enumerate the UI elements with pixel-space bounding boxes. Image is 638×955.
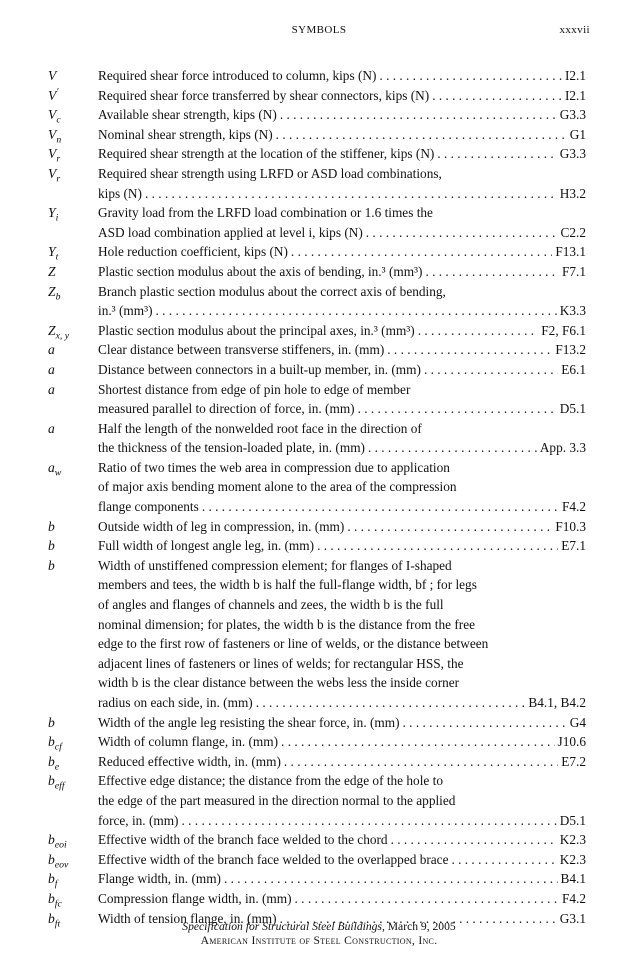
symbol-definition <box>98 419 586 458</box>
symbol-base: a <box>48 420 55 436</box>
definition-line <box>98 811 586 831</box>
definition-text: in.³ (mm³) <box>98 303 153 319</box>
section-reference: F13.2 <box>555 342 586 358</box>
dot-leader <box>347 517 552 537</box>
section-reference: F4.2 <box>561 499 586 515</box>
symbol-entry <box>48 86 586 106</box>
definition-line <box>98 771 586 791</box>
definition-line <box>98 66 586 86</box>
section-reference: G3.3 <box>559 146 586 162</box>
symbol-base: Z <box>48 263 56 279</box>
section-reference: B4.1, B4.2 <box>528 695 586 710</box>
symbol <box>48 242 98 262</box>
dot-leader <box>425 262 559 282</box>
definition-text: Required shear force introduced to column, kips (N) <box>98 68 377 83</box>
symbol-subscript: b <box>55 291 61 303</box>
symbol-entry <box>48 321 586 341</box>
symbol-entry <box>48 869 586 889</box>
dot-leader <box>366 223 558 243</box>
symbol <box>48 771 98 830</box>
dot-leader <box>358 399 557 419</box>
symbol-entry <box>48 340 586 360</box>
symbol <box>48 144 98 164</box>
section-reference: F13.1 <box>555 244 586 260</box>
symbol-subscript: eoi <box>54 839 67 851</box>
definition-text: Shortest distance from edge of pin hole to edge of member <box>98 381 411 397</box>
definition-text: adjacent lines of fasteners or lines of welds; for rectangular HSS, the <box>98 655 464 671</box>
symbol-base: b <box>48 890 55 906</box>
definition-line <box>98 477 586 497</box>
symbol-subscript: fc <box>54 898 62 910</box>
symbol-definition <box>98 713 586 733</box>
symbol-base: Y <box>48 205 56 221</box>
section-reference: F4.2 <box>561 890 586 906</box>
definition-text: of major axis bending moment alone to the area of the compression <box>98 479 457 495</box>
symbol-subscript: cf <box>54 741 62 753</box>
definition-text: Reduced effective width, in. (mm) <box>98 753 281 769</box>
definition-line <box>98 105 586 125</box>
symbol-subscript: f <box>54 879 58 891</box>
symbol-base: V <box>48 126 57 142</box>
definition-line <box>98 595 586 615</box>
definition-text: Effective edge distance; the distance from the edge of the hole to <box>98 773 443 789</box>
symbol-base: b <box>48 832 55 848</box>
section-reference: D5.1 <box>559 812 586 828</box>
symbol <box>48 105 98 125</box>
section-reference: F7.1 <box>561 263 586 279</box>
definition-line <box>98 380 586 400</box>
symbol-base: a <box>48 361 55 377</box>
symbol-base: V <box>48 68 57 83</box>
definition-text: Required shear strength at the location of the stiffener, kips (N) <box>98 146 435 162</box>
symbol <box>48 86 98 106</box>
symbol-subscript: x, y <box>55 330 70 342</box>
dot-leader <box>202 497 559 517</box>
symbol-subscript: r <box>56 173 61 185</box>
symbol-base: b <box>48 518 55 534</box>
definition-line <box>98 732 586 752</box>
definition-text: Branch plastic section modulus about the correct axis of bending, <box>98 283 446 299</box>
symbol-entry <box>48 732 586 752</box>
symbol <box>48 282 98 321</box>
symbol <box>48 360 98 380</box>
symbol-definition <box>98 105 586 125</box>
definition-text: force, in. (mm) <box>98 812 179 828</box>
symbol-definition <box>98 536 586 556</box>
symbol-base: b <box>48 871 55 887</box>
symbol-definition <box>98 144 586 164</box>
symbol-base: b <box>48 910 55 926</box>
symbol-definition <box>98 66 586 86</box>
symbol-entry <box>48 144 586 164</box>
symbol-base: V <box>48 107 57 123</box>
dot-leader <box>256 693 526 713</box>
definition-text: Plastic section modulus about the principal axes, in.³ (mm³) <box>98 322 415 338</box>
symbol-definition <box>98 732 586 752</box>
footer-organization: American Institute of Steel Construction, Inc. <box>200 934 438 947</box>
definition-text: Clear distance between transverse stiffeners, in. (mm) <box>98 342 385 358</box>
dot-leader <box>387 340 552 360</box>
section-reference: B4.1 <box>560 871 586 887</box>
symbol-definition <box>98 771 586 830</box>
dot-leader <box>156 301 557 321</box>
symbol <box>48 66 98 86</box>
definition-text: flange components <box>98 499 199 515</box>
section-reference: App. 3.3 <box>539 440 586 456</box>
symbol-entry <box>48 203 586 242</box>
definition-line <box>98 438 586 458</box>
symbol-definition <box>98 517 586 537</box>
definition-line <box>98 634 586 654</box>
dot-leader <box>281 732 555 752</box>
definition-line <box>98 791 586 811</box>
symbol-definition <box>98 86 586 106</box>
footer-citation <box>0 920 638 934</box>
symbol-base: a <box>48 381 55 397</box>
symbol-entry <box>48 360 586 380</box>
definition-line <box>98 575 586 595</box>
definition-line <box>98 301 586 321</box>
symbol-entry <box>48 889 586 909</box>
symbol-definition <box>98 889 586 909</box>
definition-text: Outside width of leg in compression, in. (mm) <box>98 518 345 534</box>
symbol-base: V <box>48 165 57 181</box>
definition-text: Available shear strength, kips (N) <box>98 107 277 123</box>
symbol-entry <box>48 850 586 870</box>
symbol-definition <box>98 242 586 262</box>
symbol-list <box>48 66 586 928</box>
section-reference: K3.3 <box>559 303 586 319</box>
symbol <box>48 752 98 772</box>
symbol-entry <box>48 66 586 86</box>
dot-leader <box>432 86 562 106</box>
symbol <box>48 458 98 517</box>
symbol-base: b <box>48 734 55 750</box>
definition-text: edge to the first row of fasteners or line of welds, or the distance between <box>98 636 489 652</box>
symbol-prime: ′ <box>56 86 59 98</box>
definition-line <box>98 360 586 380</box>
definition-line <box>98 713 586 733</box>
symbol-definition <box>98 282 586 321</box>
symbol <box>48 850 98 870</box>
definition-text: Effective width of the branch face welded to the chord <box>98 832 388 848</box>
definition-text: Hole reduction coefficient, kips (N) <box>98 244 288 260</box>
symbol-entry <box>48 242 586 262</box>
symbol-entry <box>48 164 586 203</box>
symbol-definition <box>98 125 586 145</box>
definition-line <box>98 517 586 537</box>
section-reference: K2.3 <box>559 832 586 848</box>
symbol-definition <box>98 752 586 772</box>
symbol <box>48 713 98 733</box>
section-reference: F10.3 <box>555 518 586 534</box>
definition-text: Required shear force transferred by shear connectors, kips (N) <box>98 87 430 103</box>
definition-line <box>98 144 586 164</box>
definition-text: Plastic section modulus about the axis of bending, in.³ (mm³) <box>98 263 423 279</box>
symbol-entry <box>48 105 586 125</box>
dot-leader <box>403 713 567 733</box>
symbol <box>48 830 98 850</box>
symbol-base: b <box>48 714 55 730</box>
definition-line <box>98 262 586 282</box>
definition-line <box>98 321 586 341</box>
definition-line <box>98 125 586 145</box>
symbol-entry <box>48 830 586 850</box>
footer-spec-title: Specification for Structural Steel Buildings, <box>182 920 385 933</box>
symbol-entry <box>48 125 586 145</box>
definition-line <box>98 673 586 693</box>
definition-line <box>98 752 586 772</box>
definition-line <box>98 203 586 223</box>
symbol-entry <box>48 536 586 556</box>
symbol-entry <box>48 771 586 830</box>
definition-line <box>98 184 586 204</box>
dot-leader <box>451 850 556 870</box>
symbol-entry <box>48 556 586 713</box>
symbol-definition <box>98 458 586 517</box>
symbol-subscript: e <box>54 761 60 773</box>
symbol-subscript: t <box>55 252 59 264</box>
symbol-subscript: w <box>54 467 62 479</box>
symbol-entry <box>48 380 586 419</box>
definition-line <box>98 340 586 360</box>
symbol-entry <box>48 458 586 517</box>
symbol <box>48 536 98 556</box>
symbol-base: b <box>48 773 55 789</box>
page-footer <box>0 920 638 948</box>
definition-text: the thickness of the tension-loaded plate, in. (mm) <box>98 440 365 456</box>
symbol-base: b <box>48 851 55 867</box>
symbol-definition <box>98 340 586 360</box>
definition-text: of angles and flanges of channels and zees, the width b is the full <box>98 597 444 613</box>
symbol <box>48 262 98 282</box>
section-reference: G3.1 <box>559 910 586 926</box>
definition-line <box>98 889 586 909</box>
definition-line <box>98 869 586 889</box>
symbol-base: b <box>48 557 55 573</box>
definition-line <box>98 615 586 635</box>
definition-text: Nominal shear strength, kips (N) <box>98 126 273 142</box>
symbol <box>48 556 98 713</box>
running-head-title: SYMBOLS <box>291 24 347 36</box>
symbol-subscript: eov <box>54 859 69 871</box>
symbol <box>48 380 98 419</box>
definition-text: Half the length of the nonwelded root face in the direction of <box>98 420 422 436</box>
symbol <box>48 419 98 458</box>
section-reference: G4 <box>569 714 586 730</box>
running-head <box>48 24 590 40</box>
section-reference: E7.1 <box>561 538 586 554</box>
symbol-entry <box>48 282 586 321</box>
symbol-base: Z <box>48 322 56 338</box>
dot-leader <box>182 811 557 831</box>
footer-date: March 9, 2005 <box>387 920 456 933</box>
symbol-base: V <box>48 87 57 103</box>
symbol-definition <box>98 556 586 713</box>
definition-line <box>98 693 586 713</box>
definition-line <box>98 458 586 478</box>
definition-line <box>98 654 586 674</box>
definition-line <box>98 164 586 184</box>
definition-text: the edge of the part measured in the direction normal to the applied <box>98 792 456 808</box>
definition-line <box>98 536 586 556</box>
dot-leader <box>276 125 567 145</box>
section-reference: I2.1 <box>564 68 586 83</box>
dot-leader <box>280 105 557 125</box>
section-reference: G1 <box>569 126 586 142</box>
definition-text: Width of the angle leg resisting the shear force, in. (mm) <box>98 714 400 730</box>
symbol-entry <box>48 713 586 733</box>
symbol <box>48 321 98 341</box>
symbol-entry <box>48 752 586 772</box>
definition-line <box>98 242 586 262</box>
definition-line <box>98 419 586 439</box>
dot-leader <box>291 242 552 262</box>
definition-line <box>98 830 586 850</box>
definition-text: Width of unstiffened compression element; for flanges of I-shaped <box>98 557 452 573</box>
definition-text: kips (N) <box>98 185 142 201</box>
symbol <box>48 203 98 242</box>
section-reference: F2, F6.1 <box>541 322 586 338</box>
definition-text: ASD load combination applied at level i, kips (N) <box>98 224 363 240</box>
dot-leader <box>145 184 557 204</box>
symbol-definition <box>98 830 586 850</box>
definition-text: Full width of longest angle leg, in. (mm) <box>98 538 315 554</box>
symbol <box>48 125 98 145</box>
dot-leader <box>391 830 557 850</box>
dot-leader <box>418 321 539 341</box>
section-reference: I2.1 <box>564 87 586 103</box>
dot-leader <box>224 869 558 889</box>
definition-text: Compression flange width, in. (mm) <box>98 890 292 906</box>
definition-line <box>98 556 586 576</box>
page-number: xxxvii <box>559 24 590 36</box>
symbol-base: b <box>48 538 55 554</box>
symbol-subscript: ft <box>54 918 61 930</box>
section-reference: D5.1 <box>559 401 586 417</box>
symbol-definition <box>98 850 586 870</box>
definition-line <box>98 850 586 870</box>
definition-text: members and tees, the width b is half the full-flange width, bf ; for legs <box>98 577 477 593</box>
dot-leader <box>284 752 558 772</box>
symbol-entry <box>48 262 586 282</box>
symbol-definition <box>98 360 586 380</box>
symbol-entry <box>48 419 586 458</box>
section-reference: C2.2 <box>560 224 586 240</box>
definition-text: Gravity load from the LRFD load combination or 1.6 times the <box>98 205 433 221</box>
section-reference: E6.1 <box>561 361 586 377</box>
symbol-subscript: n <box>56 134 62 146</box>
symbol <box>48 340 98 360</box>
section-reference: H3.2 <box>559 185 586 201</box>
definition-text: nominal dimension; for plates, the width b is the distance from the free <box>98 616 476 632</box>
symbol-base: a <box>48 459 55 475</box>
symbol-definition <box>98 380 586 419</box>
definition-line <box>98 86 586 106</box>
symbol-definition <box>98 869 586 889</box>
definition-line <box>98 497 586 517</box>
symbol-base: V <box>48 146 57 162</box>
symbol-subscript: c <box>56 114 61 126</box>
section-reference: J10.6 <box>557 734 586 750</box>
dot-leader <box>368 438 537 458</box>
dot-leader <box>295 889 559 909</box>
section-reference: E7.2 <box>561 753 586 769</box>
dot-leader <box>437 144 556 164</box>
symbol-subscript: i <box>55 212 59 224</box>
symbol <box>48 517 98 537</box>
symbol <box>48 869 98 889</box>
symbol-definition <box>98 321 586 341</box>
definition-text: Distance between connectors in a built-up member, in. (mm) <box>98 361 421 377</box>
definition-line <box>98 399 586 419</box>
dot-leader <box>379 66 562 86</box>
symbol-base: a <box>48 342 55 358</box>
definition-text: radius on each side, in. (mm) <box>98 695 253 710</box>
definition-line <box>98 282 586 302</box>
symbol <box>48 164 98 203</box>
symbol <box>48 889 98 909</box>
symbol-subscript: r <box>56 154 61 166</box>
section-reference: K2.3 <box>559 851 586 867</box>
definition-text: measured parallel to direction of force, in. (mm) <box>98 401 355 417</box>
symbol-base: Y <box>48 244 56 260</box>
dot-leader <box>424 360 558 380</box>
section-reference: G3.3 <box>559 107 586 123</box>
symbol-base: b <box>48 753 55 769</box>
symbol-definition <box>98 262 586 282</box>
definition-text: Width of column flange, in. (mm) <box>98 734 279 750</box>
definition-text: Required shear strength using LRFD or ASD load combinations, <box>98 165 442 181</box>
symbol-definition <box>98 164 586 203</box>
symbol-definition <box>98 203 586 242</box>
symbol-base: Z <box>48 283 56 299</box>
definition-line <box>98 223 586 243</box>
symbol <box>48 732 98 752</box>
definition-text: Ratio of two times the web area in compression due to application <box>98 459 450 475</box>
symbol-entry <box>48 517 586 537</box>
definition-text: Width of tension flange, in. (mm) <box>98 910 277 926</box>
symbol-subscript: eff <box>54 781 65 793</box>
dot-leader <box>317 536 558 556</box>
definition-text: width b is the clear distance between the webs less the inside corner <box>98 675 460 691</box>
definition-text: Effective width of the branch face welded to the overlapped brace <box>98 851 449 867</box>
definition-text: Flange width, in. (mm) <box>98 871 221 887</box>
